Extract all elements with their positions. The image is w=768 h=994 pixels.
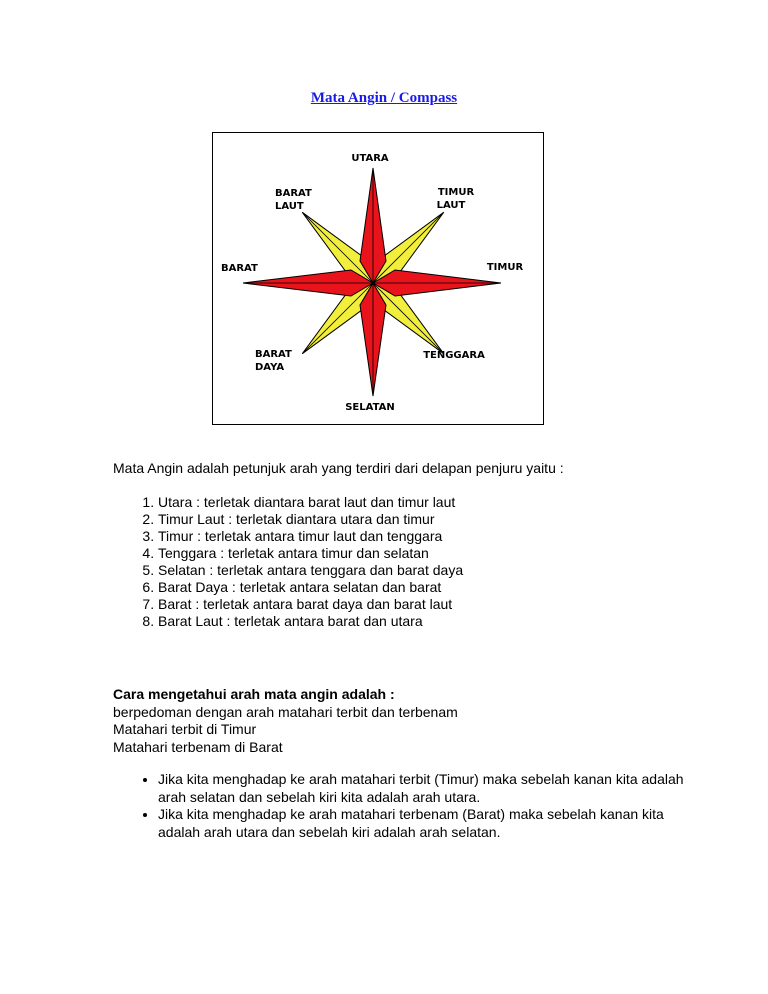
label-utara: UTARA — [351, 153, 389, 164]
list-item: 4. Tenggara : terletak antara timur dan selatan — [158, 545, 463, 562]
list-item: 3. Timur : terletak antara timur laut dan tenggara — [158, 528, 463, 545]
compass-rose — [213, 133, 543, 424]
list-item: 7. Barat : terletak antara barat daya dan barat laut — [158, 596, 463, 613]
bullet-item: • Jika kita menghadap ke arah matahari terbit (Timur) maka sebelah kanan kita adalah arah selatan dan sebelah kiri kita adalah arah utara. — [158, 771, 698, 806]
list-item: 8. Barat Laut : terletak antara barat dan utara — [158, 613, 463, 630]
howto-line: Matahari terbenam di Barat — [113, 738, 283, 755]
directions-list — [113, 494, 463, 630]
bullet-item: • Jika kita menghadap ke arah matahari terbenam (Barat) maka sebelah kanan kita adalah arah utara dan sebelah kiri adalah arah selatan. — [158, 806, 698, 841]
list-item: 5. Selatan : terletak antara tenggara dan barat daya — [158, 562, 463, 579]
label-tenggara: TENGGARA — [423, 350, 485, 361]
label-barat: BARAT — [221, 263, 258, 274]
compass-figure — [212, 132, 544, 425]
intro-text: Mata Angin adalah petunjuk arah yang terdiri dari delapan penjuru yaitu : — [113, 460, 564, 476]
list-item: 2. Timur Laut : terletak diantara utara dan timur — [158, 511, 463, 528]
label-timur-laut-2: LAUT — [436, 200, 466, 211]
label-timur: TIMUR — [486, 262, 524, 273]
label-barat-daya-1: BARAT — [255, 349, 292, 360]
howto-line: berpedoman dengan arah matahari terbit dan terbenam — [113, 703, 458, 720]
list-item: 1. Utara : terletak diantara barat laut dan timur laut — [158, 494, 463, 511]
bullet-list — [113, 771, 698, 841]
label-barat-daya-2: DAYA — [255, 362, 285, 373]
howto-line: Matahari terbit di Timur — [113, 721, 257, 737]
page-title-link[interactable]: Mata Angin / Compass — [310, 90, 458, 106]
list-item: 6. Barat Daya : terletak antara selatan dan barat — [158, 579, 463, 596]
label-selatan: SELATAN — [345, 402, 395, 413]
label-barat-laut-2: LAUT — [275, 201, 304, 212]
howto-section — [113, 686, 458, 756]
label-barat-laut-1: BARAT — [275, 188, 312, 199]
label-timur-laut-1: TIMUR — [437, 187, 475, 198]
howto-heading: Cara mengetahui arah mata angin adalah : — [113, 686, 395, 702]
